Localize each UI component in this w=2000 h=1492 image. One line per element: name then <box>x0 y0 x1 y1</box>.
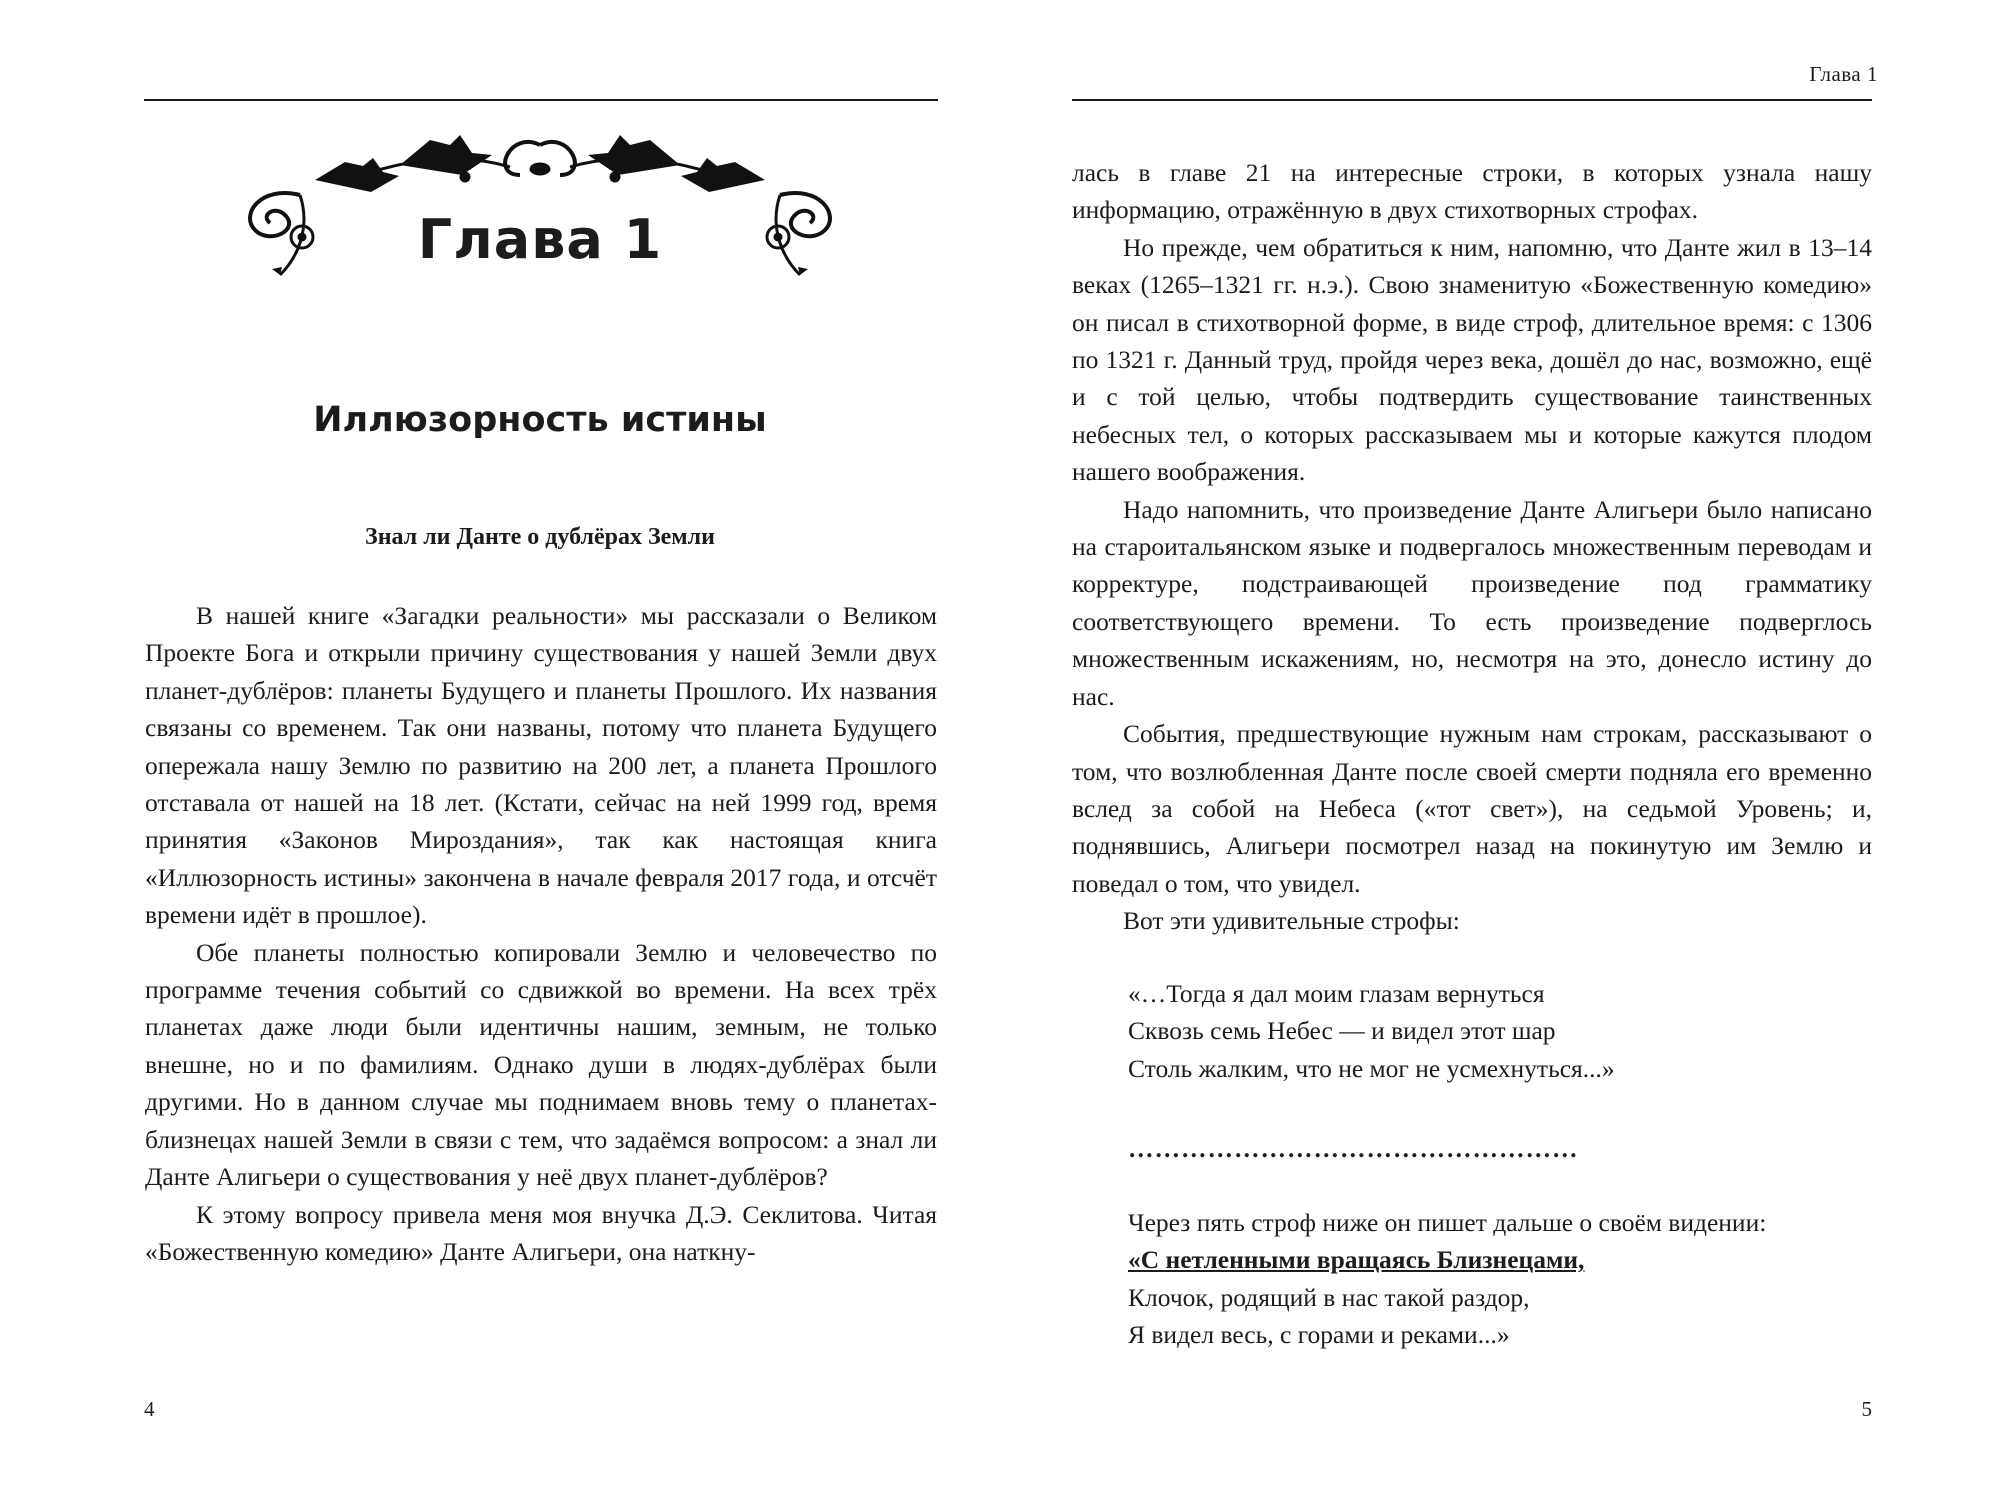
paragraph: Обе планеты полностью копировали Землю и человечество по программе течения событий со сдвижкой во времени. На всех трёх планетах даже люди были идентичны нашим, земным, не только внешне, но и по фамилиям. Однако души в людях-дублёрах были другими. Но в данном случае мы поднимаем вновь тему о планетах-близнецах нашей Земли в связи с тем, что задаёмся вопросом: а знал ли Данте Алигьери о существования у неё двух планет-дублёров? <box>145 937 937 1192</box>
header-rule <box>1072 99 1872 101</box>
left-body-text <box>145 597 937 1270</box>
header-rule <box>144 99 938 101</box>
verse-stanza <box>1128 975 1615 1087</box>
chapter-title: Глава 1 <box>417 208 663 271</box>
verse-ellipsis: …………………………………………… <box>1128 1134 1579 1163</box>
paragraph: Вот эти удивительные строфы: <box>1123 906 1460 936</box>
verse-line: Я видел весь, с горами и реками...» <box>1128 1320 1510 1350</box>
paragraph: К этому вопросу привела меня моя внучка Д.Э. Секлитова. Читая «Божественную комедию» Данте Алигьери, она наткну- <box>145 1199 937 1266</box>
page-number: 4 <box>144 1397 155 1421</box>
verse-line: Сквозь семь Небес — и видел этот шар <box>1128 1016 1556 1046</box>
verse-line: «…Тогда я дал моим глазам вернуться <box>1128 979 1545 1008</box>
paragraph: Надо напомнить, что произведение Данте Алигьери было написано на староитальянском языке и подвергалось множественным переводам и корректуре, подстраивающей произведение под грамматику соответствующего времени. То есть произведение подверглось множественным искажениям, но, несмотря на это, донесло истину до нас. <box>1072 494 1872 711</box>
verse-line: Столь жалким, что не мог не усмехнуться...» <box>1128 1053 1615 1083</box>
verse-line: Клочок, родящий в нас такой раздор, <box>1128 1282 1530 1312</box>
right-body-text <box>1072 154 1872 940</box>
paragraph: лась в главе 21 на интересные строки, в которых узнала нашу информацию, отражённую в двух стихотворных строфах. <box>1072 158 1872 225</box>
paragraph: События, предшествующие нужным нам строкам, рассказывают о том, что возлюбленная Данте после своей смерти подняла его временно вслед за собой на Небеса («тот свет»), на седьмой Уровень; и, поднявшись, Алигьери посмотрел назад на покинутую им Землю и поведал о том, что увидел. <box>1072 719 1872 898</box>
section-title: Иллюзорность истины <box>313 400 767 440</box>
paragraph: Но прежде, чем обратиться к ним, напомню, что Данте жил в 13–14 веках (1265–1321 гг. н.э.). Свою знаменитую «Божественную комедию» он писал в стихотворной форме, в виде строф, длительное время: с 1306 по 1321 г. Данный труд, пройдя через века, дошёл до нас, возможно, ещё и с той целью, чтобы подтвердить существование таинственных небесных тел, о которых рассказываем мы и которые кажутся плодом нашего воображения. <box>1072 232 1872 487</box>
verse-line-emphasis: «С нетленными вращаясь Близнецами, <box>1128 1245 1585 1275</box>
page-number: 5 <box>1861 1397 1872 1421</box>
paragraph: В нашей книге «Загадки реальности» мы рассказали о Великом Проекте Бога и открыли причину существования у нашей Земли двух планет-дублёров: планеты Будущего и планеты Прошлого. Их названия связаны со временем. Так они названы, потому что планета Будущего опережала нашу Землю по развитию на 200 лет, а планета Прошлого отставала от нашей на 18 лет. (Кстати, сейчас на ней 1999 год, время принятия «Законов Мироздания», так как настоящая книга «Иллюзорность истины» закончена в начале февраля 2017 года, и отсчёт времени идёт в прошлое). <box>145 601 937 930</box>
running-head: Глава 1 <box>1809 62 1878 86</box>
right-page <box>1000 0 2000 1492</box>
verse-stanza <box>1128 1204 1766 1354</box>
subsection-title: Знал ли Данте о дублёрах Земли <box>365 524 715 550</box>
intro-line: Через пять строф ниже он пишет дальше о своём видении: <box>1128 1208 1767 1237</box>
